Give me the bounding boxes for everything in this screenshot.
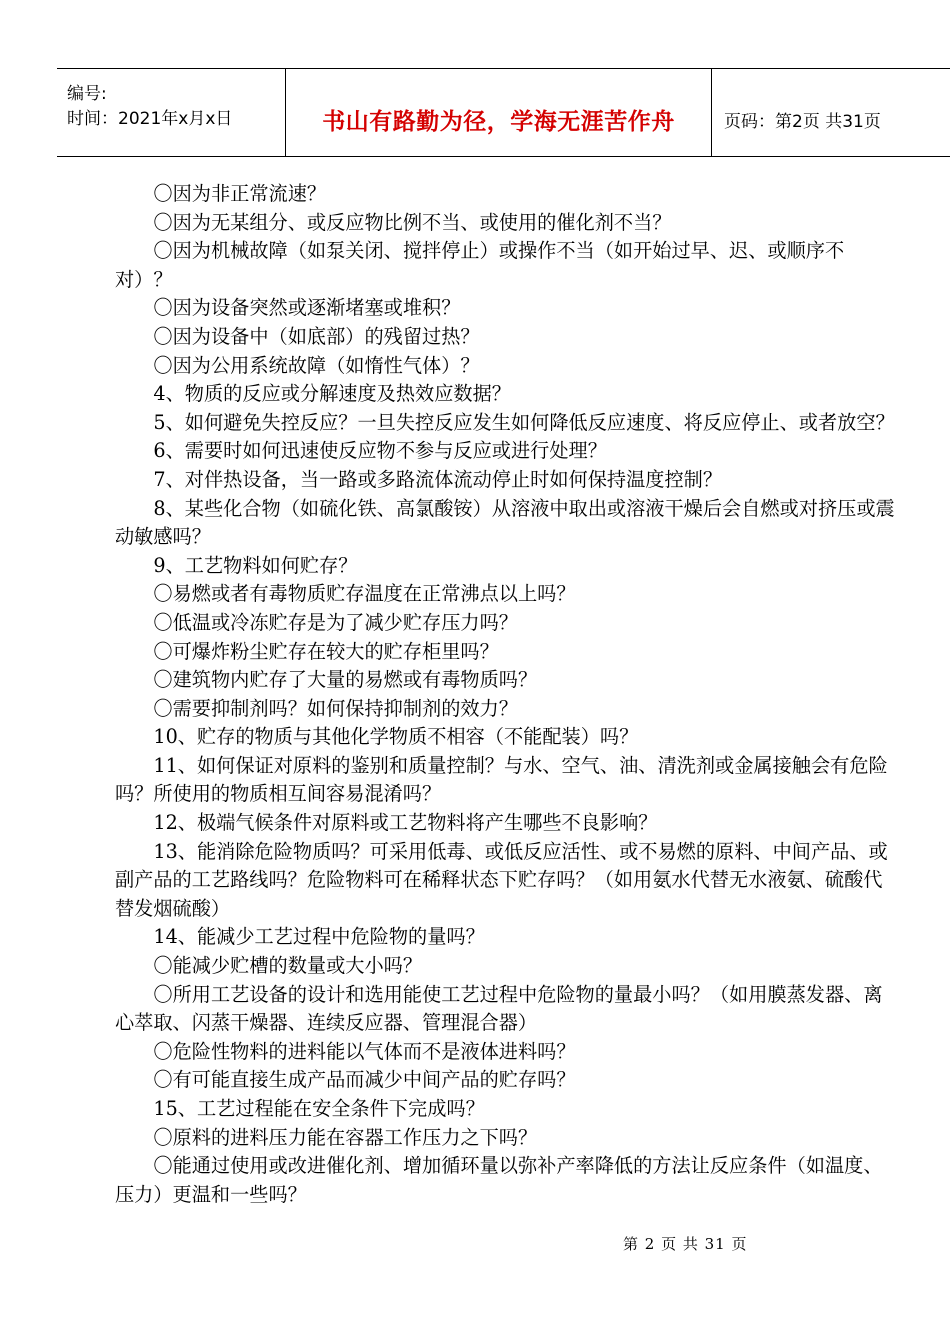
paragraph: 5、如何避免失控反应？一旦失控反应发生如何降低反应速度、将反应停止、或者放空？: [153, 410, 895, 434]
header-page-cell: [712, 69, 950, 156]
serial-label: 编号:: [67, 84, 107, 104]
paragraph: 10、贮存的物质与其他化学物质不相容（不能配装）吗？: [153, 725, 639, 749]
paragraph: 〇因为设备突然或逐渐堵塞或堆积？: [153, 296, 461, 320]
paragraph: 12、极端气候条件对原料或工艺物料将产生哪些不良影响？: [153, 811, 658, 835]
document-body: [115, 180, 897, 1209]
paragraph: 〇因为机械故障（如泵关闭、搅拌停止）或操作不当（如开始过早、迟、或顺序不对）？: [115, 239, 845, 291]
paragraph: 11、如何保证对原料的鉴别和质量控制？与水、空气、油、清洗剂或金属接触会有危险吗？所使用的物质相互间容易混淆吗？: [115, 753, 888, 806]
motto: 书山有路勤为径，学海无涯苦作舟: [322, 109, 675, 135]
paragraph: 〇建筑物内贮存了大量的易燃或有毒物质吗？: [153, 668, 538, 692]
paragraph: 〇能减少贮槽的数量或大小吗？: [153, 954, 423, 978]
paragraph: 4、物质的反应或分解速度及热效应数据？: [153, 382, 511, 406]
paragraph: 13、能消除危险物质吗？可采用低毒、或低反应活性、或不易燃的原料、中间产品、或副产品的工艺路线吗？危险物料可在稀释状态下贮存吗？（如用氨水代替无水液氨、硫酸代替发烟硫酸）: [115, 839, 888, 920]
page-footer: 第 2 页 共 31 页: [623, 1235, 748, 1253]
paragraph: 9、工艺物料如何贮存？: [153, 553, 358, 577]
paragraph: 〇易燃或者有毒物质贮存温度在正常沸点以上吗？: [153, 582, 576, 606]
paragraph: 〇危险性物料的进料能以气体而不是液体进料吗？: [153, 1039, 576, 1063]
paragraph: 〇有可能直接生成产品而减少中间产品的贮存吗？: [153, 1068, 576, 1092]
time-label: 时间：2021年x月x日: [67, 109, 233, 129]
header-info-cell: [57, 69, 286, 156]
paragraph: 14、能减少工艺过程中危险物的量吗？: [153, 925, 485, 949]
paragraph: 〇所用工艺设备的设计和选用能使工艺过程中危险物的量最小吗？（如用膜蒸发器、离心萃取、闪蒸干燥器、连续反应器、管理混合器）: [115, 982, 883, 1035]
paragraph: 〇因为设备中（如底部）的残留过热？: [153, 324, 480, 348]
paragraph: 〇需要抑制剂吗？如何保持抑制剂的效力？: [153, 696, 518, 720]
paragraph: 〇能通过使用或改进催化剂、增加循环量以弥补产率降低的方法让反应条件（如温度、压力）更温和一些吗？: [115, 1154, 883, 1206]
page-code: 页码：第2页 共31页: [724, 112, 881, 132]
paragraph: 〇可爆炸粉尘贮存在较大的贮存柜里吗？: [153, 639, 499, 663]
paragraph: 〇因为公用系统故障（如惰性气体）？: [153, 353, 480, 377]
paragraph: 〇低温或冷冻贮存是为了减少贮存压力吗？: [153, 610, 518, 634]
paragraph: 7、对伴热设备，当一路或多路流体流动停止时如何保持温度控制？: [153, 467, 723, 491]
paragraph: 〇原料的进料压力能在容器工作压力之下吗？: [153, 1125, 538, 1149]
paragraph: 15、工艺过程能在安全条件下完成吗？: [153, 1097, 485, 1120]
paragraph: 6、需要时如何迅速使反应物不参与反应或进行处理？: [153, 439, 607, 463]
paragraph: 〇因为非正常流速？: [153, 182, 327, 205]
page-header: [57, 68, 950, 157]
header-motto-cell: [286, 69, 712, 156]
paragraph: 8、某些化合物（如硫化铁、高氯酸铵）从溶液中取出或溶液干燥后会自燃或对挤压或震动敏感吗？: [115, 496, 895, 549]
paragraph: 〇因为无某组分、或反应物比例不当、或使用的催化剂不当？: [153, 210, 672, 234]
